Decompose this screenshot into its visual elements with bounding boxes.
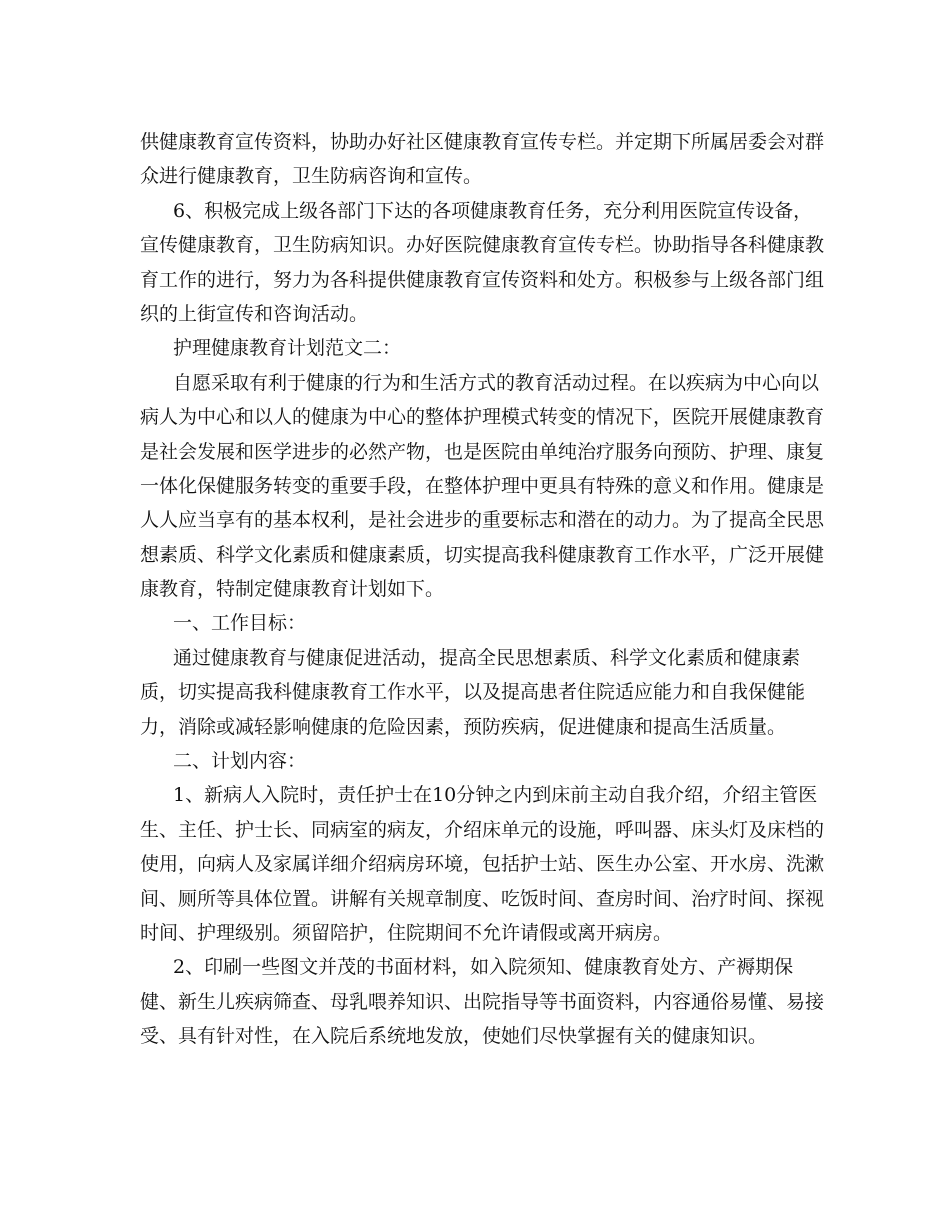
text-line: 健、新生儿疾病筛查、母乳喂养知识、出院指导等书面资料，内容通俗易懂、易接 bbox=[140, 990, 825, 1013]
text-line: 一体化保健服务转变的重要手段，在整体护理中更具有特殊的意义和作用。健康是 bbox=[140, 474, 825, 497]
text-line: 想素质、科学文化素质和健康素质，切实提高我科健康教育工作水平，广泛开展健 bbox=[140, 543, 825, 566]
text-line: 康教育，特制定健康教育计划如下。 bbox=[140, 578, 445, 601]
text-line: 使用，向病人及家属详细介绍病房环境，包括护士站、医生办公室、开水房、洗漱 bbox=[140, 853, 825, 876]
text-line: 时间、护理级别。须留陪护，住院期间不允许请假或离开病房。 bbox=[140, 921, 673, 944]
document-body bbox=[140, 125, 825, 1054]
text-line: 生、主任、护士长、同病室的病友，介绍床单元的设施，呼叫器、床头灯及床档的 bbox=[140, 818, 825, 841]
section-heading: 护理健康教育计划范文二： bbox=[173, 337, 402, 360]
text-line: 2、印刷一些图文并茂的书面材料，如入院须知、健康教育处方、产褥期保 bbox=[173, 956, 794, 979]
text-line: 力，消除或减轻影响健康的危险因素，预防疾病，促进健康和提高生活质量。 bbox=[140, 715, 787, 738]
text-line: 自愿采取有利于健康的行为和生活方式的教育活动过程。在以疾病为中心向以 bbox=[173, 371, 820, 394]
text-line: 间、厕所等具体位置。讲解有关规章制度、吃饭时间、查房时间、治疗时间、探视 bbox=[140, 887, 825, 910]
text-line: 6、积极完成上级各部门下达的各项健康教育任务，充分利用医院宣传设备， bbox=[173, 199, 813, 222]
text-line: 育工作的进行，努力为各科提供健康教育宣传资料和处方。积极参与上级各部门组 bbox=[140, 268, 825, 291]
section-heading: 二、计划内容： bbox=[173, 750, 307, 773]
text-line: 通过健康教育与健康促进活动，提高全民思想素质、科学文化素质和健康素 bbox=[173, 646, 801, 669]
text-line: 受、具有针对性，在入院后系统地发放，使她们尽快掌握有关的健康知识。 bbox=[140, 1025, 768, 1048]
section-heading: 一、工作目标： bbox=[173, 612, 307, 635]
text-line: 织的上街宣传和咨询活动。 bbox=[140, 302, 369, 325]
text-line: 人人应当享有的基本权利，是社会进步的重要标志和潜在的动力。为了提高全民思 bbox=[140, 509, 825, 532]
text-line: 质，切实提高我科健康教育工作水平，以及提高患者住院适应能力和自我保健能 bbox=[140, 681, 806, 704]
text-line: 1、新病人入院时，责任护士在10分钟之内到床前主动自我介绍，介绍主管医 bbox=[173, 784, 818, 807]
text-line: 是社会发展和医学进步的必然产物，也是医院由单纯治疗服务向预防、护理、康复 bbox=[140, 440, 825, 463]
text-line: 供健康教育宣传资料，协助办好社区健康教育宣传专栏。并定期下所属居委会对群 bbox=[140, 131, 825, 153]
text-line: 宣传健康教育，卫生防病知识。办好医院健康教育宣传专栏。协助指导各科健康教 bbox=[140, 234, 825, 257]
text-line: 病人为中心和以人的健康为中心的整体护理模式转变的情况下，医院开展健康教育 bbox=[140, 406, 825, 429]
text-line: 众进行健康教育，卫生防病咨询和宣传。 bbox=[140, 165, 483, 188]
